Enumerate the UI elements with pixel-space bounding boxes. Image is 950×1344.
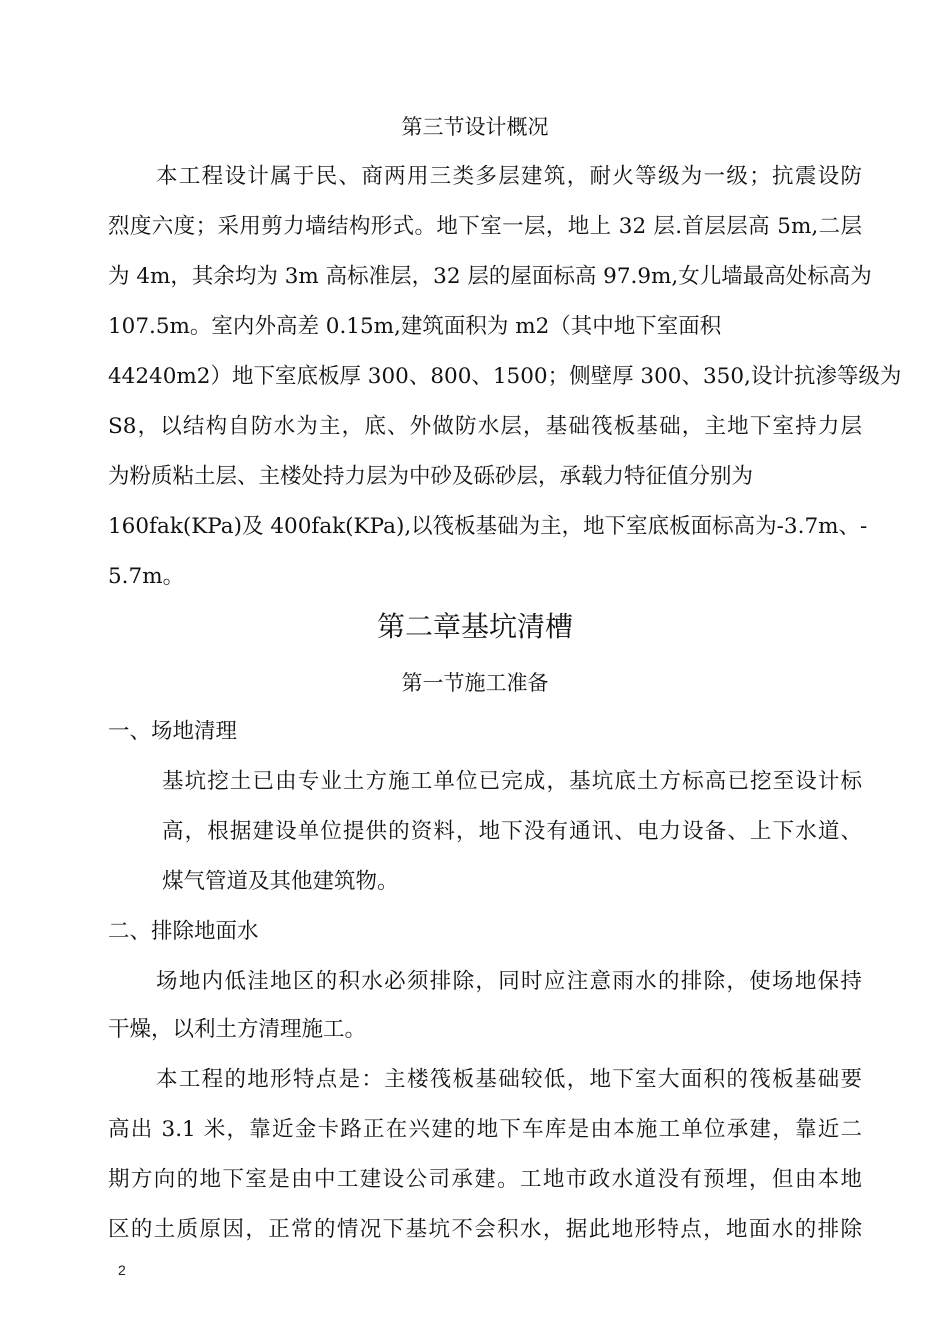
section-heading-preparation: 第一节施工准备	[401, 671, 549, 695]
paragraph-line: 本工程设计属于民、商两用三类多层建筑，耐火等级为一级；抗震设防	[156, 164, 862, 189]
paragraph-line: 44240m2）地下室底板厚 300、800、1500；侧壁厚 300、350,设计抗渗等级为	[108, 364, 902, 389]
paragraph-line: 5.7m。	[108, 564, 185, 589]
item-title-drainage: 二、排除地面水	[108, 919, 259, 944]
chapter-title: 第二章基坑清槽	[376, 610, 573, 643]
paragraph-line: 高出 3.1 米，靠近金卡路正在兴建的地下车库是由本施工单位承建，靠近二	[108, 1117, 862, 1142]
paragraph-line: 煤气管道及其他建筑物。	[162, 869, 399, 894]
paragraph-line: 期方向的地下室是由中工建设公司承建。工地市政水道没有预埋，但由本地	[108, 1167, 862, 1192]
paragraph-line: 160fak(KPa)及 400fak(KPa),以筏板基础为主，地下室底板面标高为-3.7m、-	[108, 514, 868, 539]
paragraph-line: 为粉质粘土层、主楼处持力层为中砂及砾砂层，承载力特征值分别为	[108, 464, 754, 489]
paragraph-line: 高，根据建设单位提供的资料，地下没有通讯、电力设备、上下水道、	[162, 819, 862, 844]
page-number: 2	[118, 1262, 126, 1278]
paragraph-line: 基坑挖土已由专业土方施工单位已完成，基坑底土方标高已挖至设计标	[162, 769, 862, 794]
paragraph-line: 本工程的地形特点是：主楼筏板基础较低，地下室大面积的筏板基础要	[156, 1067, 862, 1092]
item-title-site-clearing: 一、场地清理	[108, 719, 238, 744]
section-heading-design-overview: 第三节设计概况	[401, 115, 549, 139]
paragraph-line: 区的土质原因，正常的情况下基坑不会积水，据此地形特点，地面水的排除	[108, 1217, 862, 1242]
paragraph-line: 烈度六度；采用剪力墙结构形式。地下室一层，地上 32 层.首层层高 5m,二层	[108, 214, 862, 239]
paragraph-line: 场地内低洼地区的积水必须排除，同时应注意雨水的排除，使场地保持	[156, 969, 862, 994]
paragraph-line: 干燥，以利土方清理施工。	[108, 1017, 367, 1042]
paragraph-line: S8，以结构自防水为主，底、外做防水层，基础筏板基础，主地下室持力层	[108, 414, 862, 439]
paragraph-line: 107.5m。室内外高差 0.15m,建筑面积为 m2（其中地下室面积	[108, 314, 722, 339]
paragraph-line: 为 4m，其余均为 3m 高标准层，32 层的屋面标高 97.9m,女儿墙最高处标高为	[108, 264, 872, 289]
